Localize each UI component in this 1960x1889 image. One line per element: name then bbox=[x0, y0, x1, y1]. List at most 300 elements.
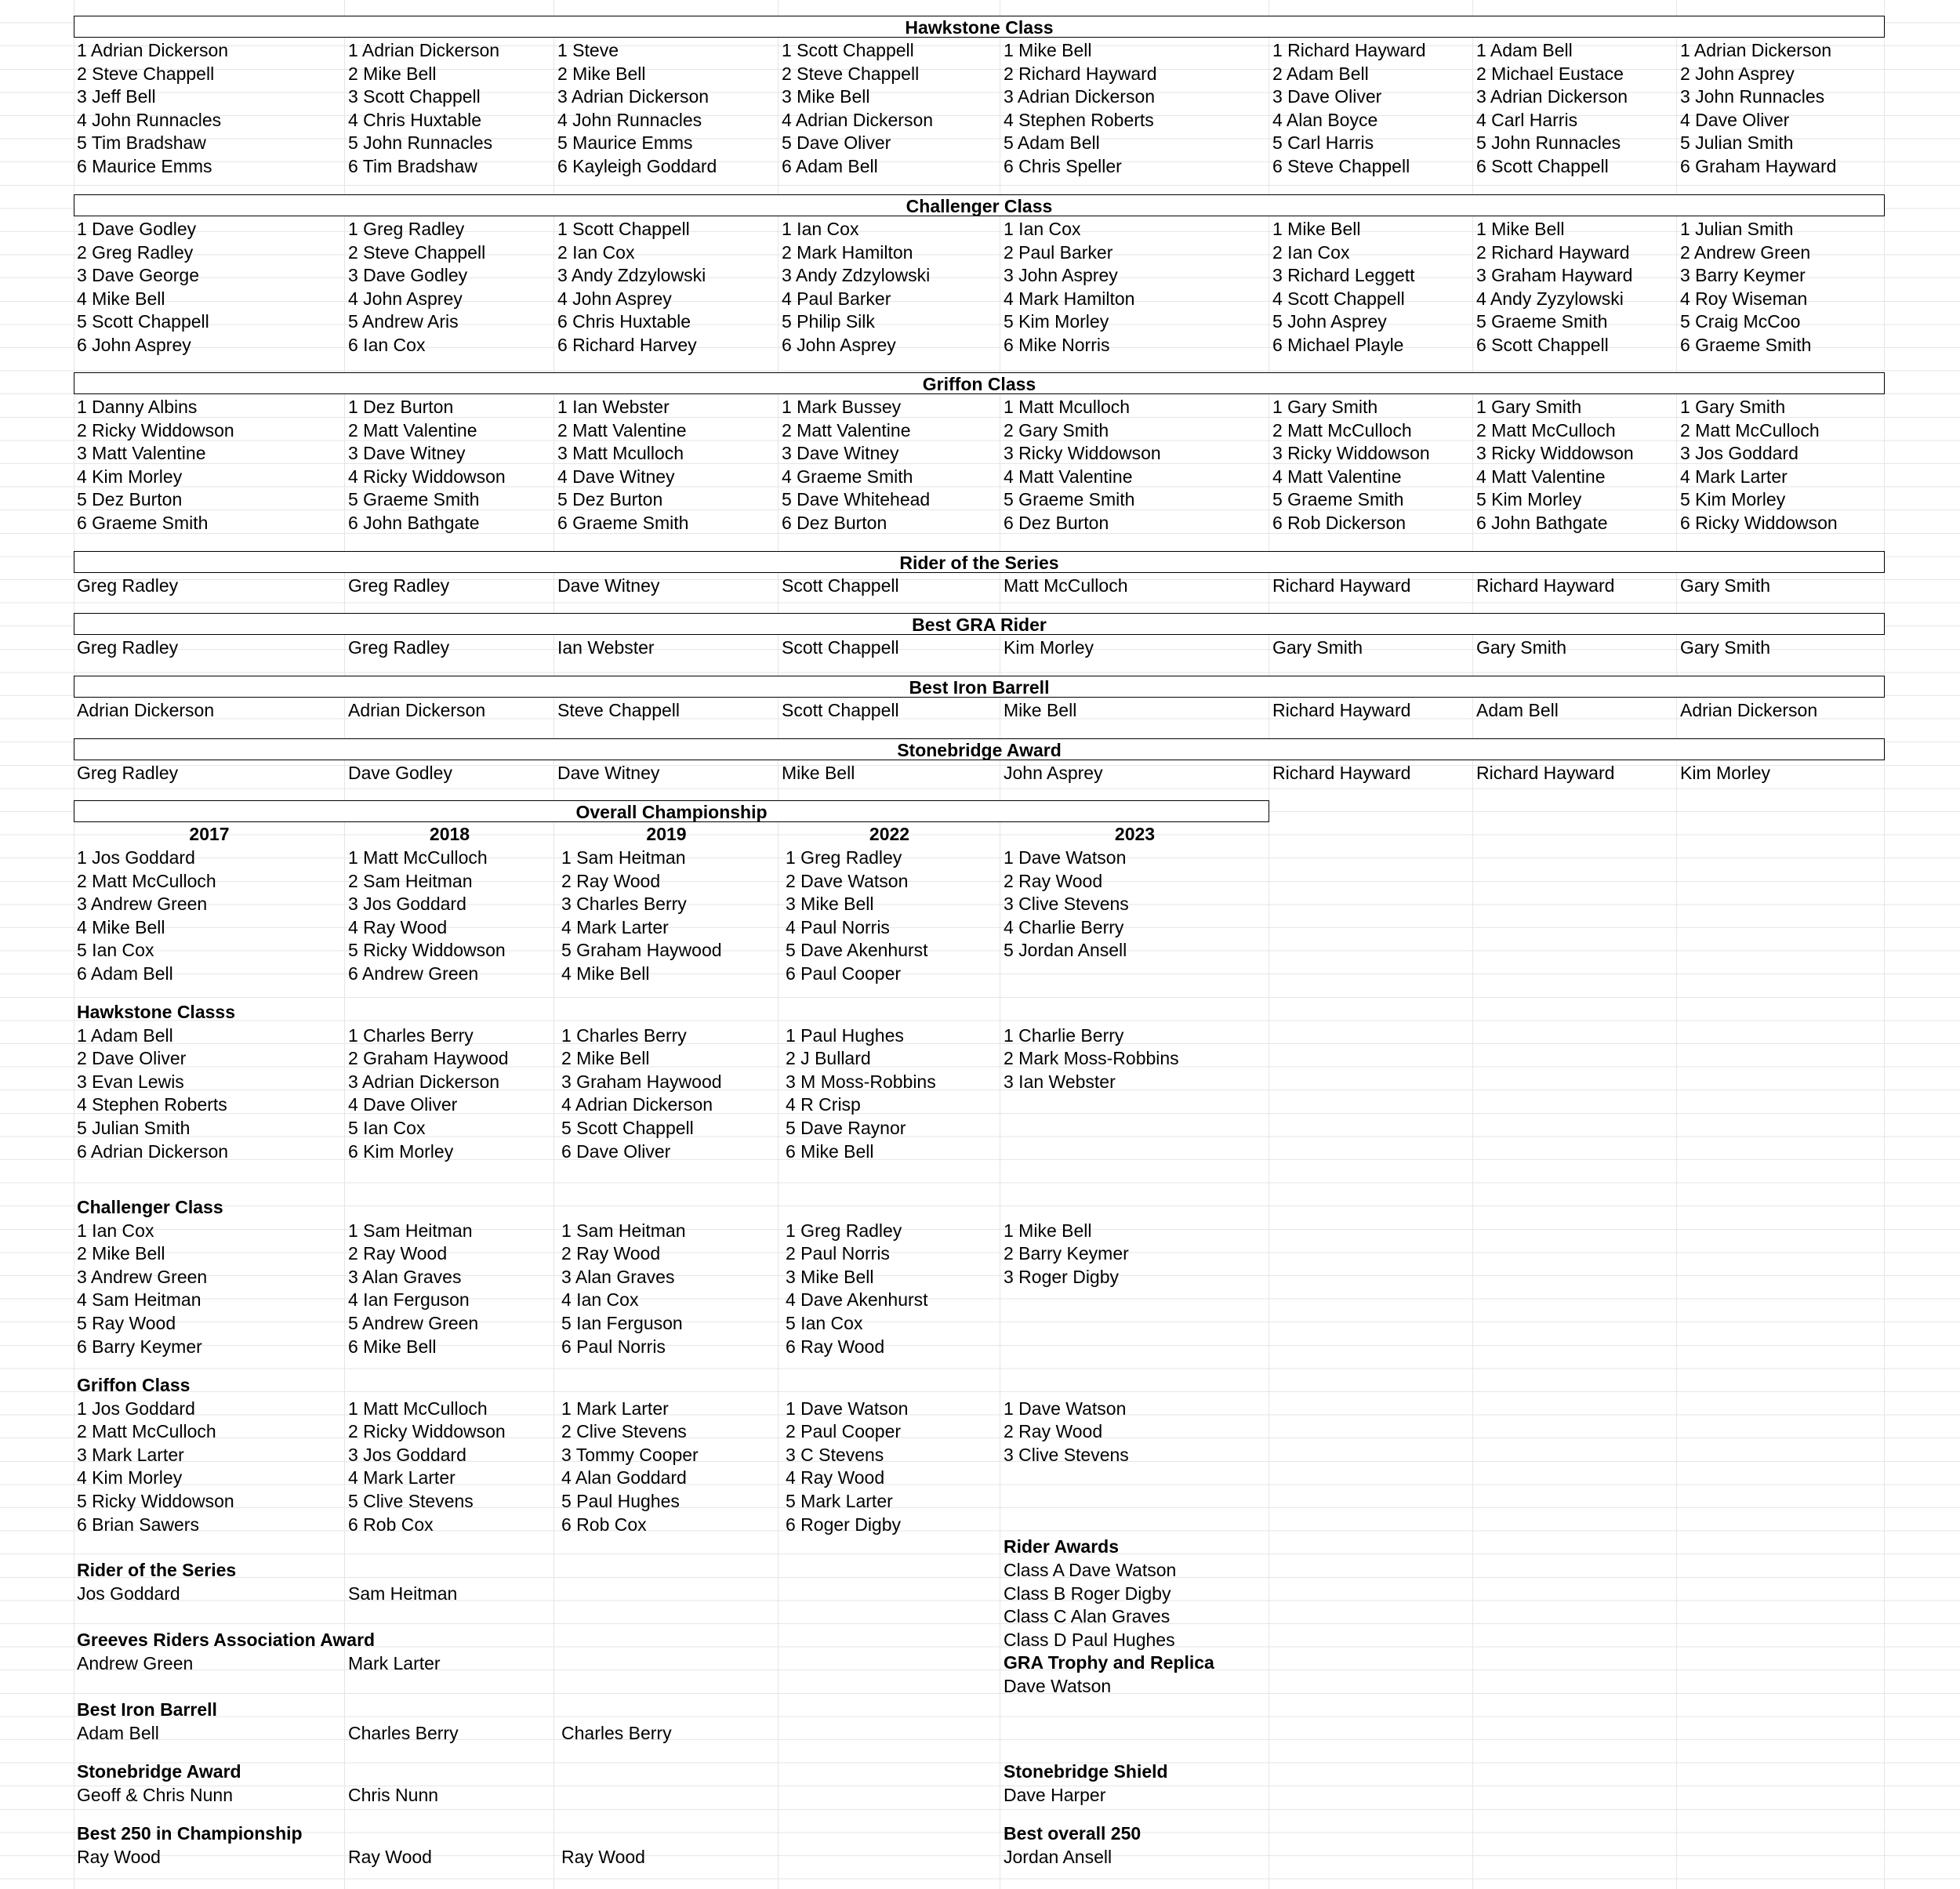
class-result-cell[interactable]: 3 Alan Graves bbox=[348, 1266, 462, 1287]
result-cell[interactable]: 1 Matt Mculloch bbox=[1004, 397, 1131, 417]
result-cell[interactable]: 3 Dave Witney bbox=[348, 443, 466, 464]
result-cell[interactable]: 6 Adam Bell bbox=[782, 156, 878, 176]
result-cell[interactable]: 6 Ricky Widdowson bbox=[1680, 513, 1838, 533]
result-cell[interactable]: 5 John Asprey bbox=[1272, 311, 1387, 332]
result-cell[interactable]: 3 Ricky Widdowson bbox=[1476, 443, 1634, 464]
standing-cell[interactable]: 4 Ray Wood bbox=[348, 916, 448, 937]
result-cell[interactable]: 1 Dave Godley bbox=[77, 219, 197, 239]
standing-cell[interactable]: 4 Mike Bell bbox=[77, 916, 165, 937]
standing-cell[interactable]: 4 Charlie Berry bbox=[1004, 916, 1124, 937]
class-result-cell[interactable]: 1 Charlie Berry bbox=[1004, 1024, 1124, 1046]
class-result-cell[interactable]: 4 Sam Heitman bbox=[77, 1289, 201, 1311]
award-cell[interactable]: Richard Hayward bbox=[1272, 700, 1411, 720]
class-result-cell[interactable]: 1 Mark Larter bbox=[561, 1398, 669, 1419]
award-cell[interactable]: Gary Smith bbox=[1272, 637, 1363, 658]
class-result-cell[interactable]: 3 Mike Bell bbox=[786, 1266, 874, 1287]
award-cell[interactable]: Dave Witney bbox=[557, 763, 660, 783]
result-cell[interactable]: 4 Graeme Smith bbox=[782, 466, 913, 487]
award-value[interactable]: Jos Goddard bbox=[77, 1583, 180, 1604]
rider-award-line[interactable]: Class D Paul Hughes bbox=[1004, 1629, 1175, 1650]
class-result-cell[interactable]: 6 Brian Sawers bbox=[77, 1514, 199, 1535]
class-result-cell[interactable]: 2 Mike Bell bbox=[77, 1243, 165, 1264]
standing-cell[interactable]: 1 Sam Heitman bbox=[561, 847, 686, 868]
award-value[interactable]: Adam Bell bbox=[77, 1722, 159, 1743]
award-cell[interactable]: Adrian Dickerson bbox=[348, 700, 486, 720]
result-cell[interactable]: 2 Adam Bell bbox=[1272, 63, 1369, 84]
class-result-cell[interactable]: 3 Roger Digby bbox=[1004, 1266, 1120, 1287]
standing-cell[interactable]: 4 Mike Bell bbox=[561, 963, 650, 984]
class-result-cell[interactable]: 1 Sam Heitman bbox=[348, 1220, 473, 1241]
result-cell[interactable]: 3 Dave Godley bbox=[348, 265, 468, 286]
result-cell[interactable]: 1 Mark Bussey bbox=[782, 397, 902, 417]
result-cell[interactable]: 2 Ricky Widdowson bbox=[77, 419, 234, 441]
award-title[interactable]: Best Iron Barrell bbox=[77, 1699, 217, 1720]
class-result-cell[interactable]: 3 Andrew Green bbox=[77, 1266, 208, 1287]
class-result-cell[interactable]: 5 Ian Cox bbox=[348, 1118, 426, 1138]
result-cell[interactable]: 3 Andy Zdzylowski bbox=[782, 265, 931, 286]
result-cell[interactable]: 6 Dez Burton bbox=[782, 513, 887, 533]
result-cell[interactable]: 2 Matt Valentine bbox=[782, 419, 911, 441]
class-result-cell[interactable] bbox=[1000, 1336, 1004, 1359]
stonebridge-shield-value[interactable]: Dave Harper bbox=[1004, 1785, 1106, 1805]
standing-cell[interactable]: 4 Paul Norris bbox=[786, 916, 890, 937]
class-result-cell[interactable]: 1 Charles Berry bbox=[561, 1024, 687, 1046]
class-result-cell[interactable]: 4 Adrian Dickerson bbox=[561, 1094, 713, 1115]
standing-cell[interactable]: 6 Paul Cooper bbox=[786, 963, 902, 984]
class-result-cell[interactable]: 3 Adrian Dickerson bbox=[348, 1071, 500, 1092]
award-cell[interactable]: Greg Radley bbox=[348, 575, 450, 596]
result-cell[interactable]: 1 Ian Webster bbox=[557, 397, 670, 417]
result-cell[interactable]: 1 Mike Bell bbox=[1272, 219, 1361, 239]
result-cell[interactable]: 4 Ricky Widdowson bbox=[348, 466, 506, 487]
result-cell[interactable]: 1 Gary Smith bbox=[1272, 397, 1378, 417]
result-cell[interactable]: 3 Scott Chappell bbox=[348, 86, 481, 107]
class-result-cell[interactable]: 3 C Stevens bbox=[786, 1444, 884, 1465]
award-cell[interactable]: Adrian Dickerson bbox=[1680, 700, 1818, 720]
result-cell[interactable]: 1 Greg Radley bbox=[348, 219, 465, 239]
stonebridge-shield-title[interactable]: Stonebridge Shield bbox=[1004, 1761, 1168, 1782]
result-cell[interactable]: 4 Chris Huxtable bbox=[348, 109, 482, 130]
result-cell[interactable]: 6 Graham Hayward bbox=[1680, 156, 1837, 176]
result-cell[interactable]: 6 Graeme Smith bbox=[1680, 335, 1812, 355]
award-cell[interactable]: Dave Godley bbox=[348, 763, 452, 783]
result-cell[interactable]: 4 Mark Hamilton bbox=[1004, 288, 1135, 309]
result-cell[interactable]: 6 Ian Cox bbox=[348, 335, 426, 355]
result-cell[interactable]: 4 John Runnacles bbox=[557, 109, 702, 130]
result-cell[interactable]: 1 Mike Bell bbox=[1476, 219, 1565, 239]
award-cell[interactable]: Gary Smith bbox=[1476, 637, 1567, 658]
result-cell[interactable]: 2 Matt Valentine bbox=[348, 419, 477, 441]
result-cell[interactable]: 1 Adrian Dickerson bbox=[348, 40, 500, 60]
result-cell[interactable]: 1 Adrian Dickerson bbox=[77, 40, 229, 60]
class-result-cell[interactable]: 4 Alan Goddard bbox=[561, 1467, 687, 1488]
result-cell[interactable]: 6 Chris Speller bbox=[1004, 156, 1122, 176]
result-cell[interactable]: 6 John Bathgate bbox=[1476, 513, 1608, 533]
class-result-cell[interactable]: 5 Ray Wood bbox=[77, 1313, 176, 1333]
result-cell[interactable]: 1 Richard Hayward bbox=[1272, 40, 1426, 60]
award-value[interactable]: Mark Larter bbox=[348, 1652, 441, 1673]
award-cell[interactable]: Greg Radley bbox=[77, 575, 179, 596]
class-result-cell[interactable]: 5 Ian Cox bbox=[786, 1313, 863, 1333]
award-value[interactable]: Ray Wood bbox=[77, 1846, 161, 1867]
award-cell[interactable]: Greg Radley bbox=[77, 637, 179, 658]
class-result-cell[interactable]: 5 Ian Ferguson bbox=[561, 1313, 683, 1333]
result-cell[interactable]: 1 Steve bbox=[557, 40, 619, 60]
result-cell[interactable]: 2 Steve Chappell bbox=[348, 241, 486, 263]
award-value[interactable]: Charles Berry bbox=[561, 1722, 672, 1743]
result-cell[interactable]: 6 Kayleigh Goddard bbox=[557, 156, 717, 176]
result-cell[interactable]: 1 Adrian Dickerson bbox=[1680, 40, 1832, 60]
result-cell[interactable]: 2 Matt McCulloch bbox=[1272, 419, 1412, 441]
result-cell[interactable]: 5 Scott Chappell bbox=[77, 311, 209, 332]
award-title[interactable]: Greeves Riders Association Award bbox=[77, 1630, 376, 1650]
result-cell[interactable]: 1 Ian Cox bbox=[782, 219, 859, 239]
class-result-cell[interactable]: 5 Julian Smith bbox=[77, 1118, 191, 1138]
standing-cell[interactable]: 1 Dave Watson bbox=[1004, 847, 1127, 868]
result-cell[interactable]: 2 Andrew Green bbox=[1680, 241, 1811, 263]
award-value[interactable]: Ray Wood bbox=[348, 1846, 432, 1867]
standing-cell[interactable]: 2 Sam Heitman bbox=[348, 870, 473, 891]
class-result-cell[interactable]: 3 Mark Larter bbox=[77, 1444, 184, 1465]
class-result-cell[interactable]: 6 Ray Wood bbox=[786, 1336, 885, 1357]
class-result-cell[interactable] bbox=[1000, 1140, 1004, 1164]
class-result-cell[interactable]: 2 Mike Bell bbox=[561, 1048, 650, 1069]
standing-cell[interactable]: 1 Matt McCulloch bbox=[348, 847, 488, 868]
class-result-cell[interactable]: 3 Ian Webster bbox=[1004, 1071, 1116, 1092]
standing-cell[interactable]: 5 Ricky Widdowson bbox=[348, 940, 506, 961]
class-result-cell[interactable] bbox=[1000, 1312, 1004, 1336]
class-result-cell[interactable]: 2 Dave Oliver bbox=[77, 1048, 187, 1069]
class-result-cell[interactable]: 2 J Bullard bbox=[786, 1048, 871, 1069]
award-cell[interactable]: Kim Morley bbox=[1004, 637, 1094, 658]
class-result-cell[interactable]: 6 Paul Norris bbox=[561, 1336, 666, 1357]
award-cell[interactable]: Richard Hayward bbox=[1476, 575, 1615, 596]
gra-trophy-title[interactable]: GRA Trophy and Replica bbox=[1004, 1652, 1214, 1673]
result-cell[interactable]: 1 Dez Burton bbox=[348, 397, 454, 417]
award-cell[interactable]: Richard Hayward bbox=[1272, 575, 1411, 596]
class-title[interactable]: Challenger Class bbox=[77, 1197, 223, 1217]
result-cell[interactable]: 3 Richard Leggett bbox=[1272, 265, 1415, 286]
class-result-cell[interactable]: 4 Dave Akenhurst bbox=[786, 1289, 928, 1311]
result-cell[interactable]: 5 Graeme Smith bbox=[1004, 489, 1135, 510]
standing-cell[interactable]: 3 Mike Bell bbox=[786, 894, 874, 915]
result-cell[interactable]: 6 Steve Chappell bbox=[1272, 156, 1410, 176]
award-value[interactable]: Sam Heitman bbox=[348, 1583, 458, 1604]
result-cell[interactable]: 4 Carl Harris bbox=[1476, 109, 1578, 130]
result-cell[interactable]: 6 Graeme Smith bbox=[557, 513, 689, 533]
result-cell[interactable]: 3 Dave George bbox=[77, 265, 199, 286]
class-result-cell[interactable]: 2 Graham Haywood bbox=[348, 1048, 509, 1069]
class-result-cell[interactable]: 4 Dave Oliver bbox=[348, 1094, 458, 1115]
result-cell[interactable]: 1 Danny Albins bbox=[77, 397, 198, 417]
class-result-cell[interactable]: 2 Paul Cooper bbox=[786, 1421, 902, 1442]
class-result-cell[interactable]: 1 Ian Cox bbox=[77, 1220, 154, 1241]
class-result-cell[interactable]: 5 Andrew Green bbox=[348, 1313, 479, 1333]
class-result-cell[interactable]: 6 Roger Digby bbox=[786, 1514, 902, 1535]
standing-cell[interactable]: 3 Clive Stevens bbox=[1004, 894, 1129, 915]
result-cell[interactable]: 2 Gary Smith bbox=[1004, 419, 1109, 441]
result-cell[interactable]: 5 John Runnacles bbox=[1476, 132, 1621, 154]
award-cell[interactable]: Steve Chappell bbox=[557, 700, 680, 720]
class-result-cell[interactable] bbox=[1000, 1490, 1004, 1514]
class-title[interactable]: Griffon Class bbox=[77, 1375, 191, 1395]
class-result-cell[interactable]: 6 Adrian Dickerson bbox=[77, 1140, 229, 1162]
award-cell[interactable]: Gary Smith bbox=[1680, 575, 1771, 596]
class-result-cell[interactable]: 2 Matt McCulloch bbox=[77, 1421, 216, 1442]
result-cell[interactable]: 5 Julian Smith bbox=[1680, 132, 1794, 154]
result-cell[interactable]: 3 Graham Hayward bbox=[1476, 265, 1633, 286]
award-cell[interactable]: Scott Chappell bbox=[782, 700, 899, 720]
award-title[interactable]: Rider of the Series bbox=[77, 1560, 237, 1580]
class-result-cell[interactable]: 4 Mark Larter bbox=[348, 1467, 456, 1488]
result-cell[interactable]: 3 Ricky Widdowson bbox=[1272, 443, 1430, 464]
best-overall-250-value[interactable]: Jordan Ansell bbox=[1004, 1847, 1112, 1867]
result-cell[interactable]: 1 Scott Chappell bbox=[557, 219, 690, 239]
result-cell[interactable]: 5 Dez Burton bbox=[77, 489, 183, 510]
result-cell[interactable]: 2 Steve Chappell bbox=[782, 63, 920, 84]
class-result-cell[interactable]: 2 Ray Wood bbox=[561, 1243, 661, 1264]
award-cell[interactable]: Dave Witney bbox=[557, 575, 660, 596]
result-cell[interactable]: 6 Mike Norris bbox=[1004, 335, 1110, 355]
result-cell[interactable]: 3 Adrian Dickerson bbox=[1004, 86, 1156, 107]
class-result-cell[interactable]: 3 Evan Lewis bbox=[77, 1071, 184, 1092]
result-cell[interactable]: 2 Richard Hayward bbox=[1004, 63, 1157, 84]
standing-cell[interactable]: 6 Adam Bell bbox=[77, 963, 173, 984]
standing-cell[interactable]: 5 Ian Cox bbox=[77, 940, 154, 961]
result-cell[interactable]: 2 Ian Cox bbox=[557, 241, 635, 263]
class-result-cell[interactable]: 3 Clive Stevens bbox=[1004, 1444, 1129, 1465]
class-result-cell[interactable]: 2 Ray Wood bbox=[1004, 1421, 1103, 1442]
standing-cell[interactable]: 5 Dave Akenhurst bbox=[786, 940, 928, 961]
result-cell[interactable]: 2 Richard Hayward bbox=[1476, 241, 1630, 263]
award-cell[interactable]: Scott Chappell bbox=[782, 575, 899, 596]
class-result-cell[interactable] bbox=[1000, 1467, 1004, 1490]
class-result-cell[interactable]: 6 Barry Keymer bbox=[77, 1336, 202, 1357]
result-cell[interactable]: 1 Julian Smith bbox=[1680, 219, 1794, 239]
class-result-cell[interactable]: 3 Tommy Cooper bbox=[561, 1444, 699, 1465]
result-cell[interactable]: 2 John Asprey bbox=[1680, 63, 1795, 84]
class-result-cell[interactable]: 1 Mike Bell bbox=[1004, 1220, 1092, 1241]
result-cell[interactable]: 3 Ricky Widdowson bbox=[1004, 443, 1161, 464]
result-cell[interactable]: 5 Graeme Smith bbox=[1476, 311, 1608, 332]
class-result-cell[interactable]: 3 M Moss-Robbins bbox=[786, 1071, 936, 1092]
class-result-cell[interactable]: 3 Jos Goddard bbox=[348, 1444, 466, 1465]
result-cell[interactable]: 5 Carl Harris bbox=[1272, 132, 1374, 154]
result-cell[interactable]: 5 Adam Bell bbox=[1004, 132, 1100, 154]
award-value[interactable]: Ray Wood bbox=[561, 1846, 645, 1867]
class-result-cell[interactable]: 3 Alan Graves bbox=[561, 1266, 675, 1287]
result-cell[interactable]: 4 Dave Oliver bbox=[1680, 109, 1790, 130]
result-cell[interactable]: 2 Mike Bell bbox=[557, 63, 646, 84]
award-cell[interactable]: Mike Bell bbox=[782, 763, 855, 783]
result-cell[interactable]: 5 Dez Burton bbox=[557, 489, 663, 510]
award-cell[interactable]: Richard Hayward bbox=[1476, 763, 1615, 783]
class-result-cell[interactable]: 6 Mike Bell bbox=[348, 1336, 437, 1357]
result-cell[interactable]: 2 Matt McCulloch bbox=[1476, 419, 1616, 441]
result-cell[interactable]: 2 Matt Valentine bbox=[557, 419, 687, 441]
award-title[interactable]: Stonebridge Award bbox=[77, 1761, 241, 1782]
class-result-cell[interactable]: 1 Adam Bell bbox=[77, 1024, 173, 1046]
result-cell[interactable]: 1 Mike Bell bbox=[1004, 40, 1092, 60]
result-cell[interactable]: 3 Barry Keymer bbox=[1680, 265, 1806, 286]
result-cell[interactable]: 5 Andrew Aris bbox=[348, 311, 459, 332]
result-cell[interactable]: 5 Graeme Smith bbox=[1272, 489, 1404, 510]
result-cell[interactable]: 6 Scott Chappell bbox=[1476, 156, 1609, 176]
standing-cell[interactable]: 2 Dave Watson bbox=[786, 870, 909, 891]
result-cell[interactable]: 3 Matt Valentine bbox=[77, 443, 206, 464]
result-cell[interactable]: 4 Matt Valentine bbox=[1004, 466, 1133, 487]
result-cell[interactable]: 4 Dave Witney bbox=[557, 466, 675, 487]
class-result-cell[interactable]: 1 Charles Berry bbox=[348, 1024, 474, 1046]
class-result-cell[interactable] bbox=[1000, 1289, 1004, 1312]
class-result-cell[interactable]: 1 Greg Radley bbox=[786, 1220, 902, 1241]
result-cell[interactable]: 4 Kim Morley bbox=[77, 466, 183, 487]
class-result-cell[interactable]: 4 R Crisp bbox=[786, 1094, 861, 1115]
standing-cell[interactable]: 5 Graham Haywood bbox=[561, 940, 722, 961]
result-cell[interactable]: 4 Scott Chappell bbox=[1272, 288, 1405, 309]
class-result-cell[interactable]: 5 Scott Chappell bbox=[561, 1118, 694, 1138]
result-cell[interactable]: 4 Mike Bell bbox=[77, 288, 165, 309]
result-cell[interactable]: 5 Dave Whitehead bbox=[782, 489, 931, 510]
class-result-cell[interactable]: 2 Clive Stevens bbox=[561, 1421, 687, 1442]
class-result-cell[interactable]: 4 Ray Wood bbox=[786, 1467, 885, 1488]
award-cell[interactable]: Matt McCulloch bbox=[1004, 575, 1128, 596]
award-cell[interactable]: John Asprey bbox=[1004, 763, 1103, 783]
class-result-cell[interactable]: 2 Ricky Widdowson bbox=[348, 1421, 506, 1442]
result-cell[interactable]: 3 Mike Bell bbox=[782, 86, 870, 107]
result-cell[interactable]: 4 Stephen Roberts bbox=[1004, 109, 1154, 130]
result-cell[interactable]: 1 Gary Smith bbox=[1476, 397, 1582, 417]
standing-cell[interactable]: 3 Andrew Green bbox=[77, 894, 208, 915]
result-cell[interactable]: 4 Mark Larter bbox=[1680, 466, 1788, 487]
result-cell[interactable]: 5 Dave Oliver bbox=[782, 132, 891, 154]
result-cell[interactable]: 6 Michael Playle bbox=[1272, 335, 1404, 355]
result-cell[interactable]: 5 Craig McCoo bbox=[1680, 311, 1801, 332]
result-cell[interactable]: 3 Andy Zdzylowski bbox=[557, 265, 706, 286]
award-cell[interactable]: Mike Bell bbox=[1004, 700, 1077, 720]
result-cell[interactable]: 2 Steve Chappell bbox=[77, 63, 215, 84]
result-cell[interactable]: 3 Adrian Dickerson bbox=[1476, 86, 1628, 107]
class-result-cell[interactable]: 2 Mark Moss-Robbins bbox=[1004, 1048, 1179, 1069]
result-cell[interactable]: 6 Dez Burton bbox=[1004, 513, 1109, 533]
class-result-cell[interactable] bbox=[1000, 1093, 1004, 1117]
result-cell[interactable]: 6 John Bathgate bbox=[348, 513, 480, 533]
standing-cell[interactable]: 2 Matt McCulloch bbox=[77, 870, 216, 891]
class-result-cell[interactable]: 5 Paul Hughes bbox=[561, 1491, 680, 1511]
award-cell[interactable]: Ian Webster bbox=[557, 637, 655, 658]
result-cell[interactable]: 4 Adrian Dickerson bbox=[782, 109, 934, 130]
result-cell[interactable]: 4 John Asprey bbox=[557, 288, 672, 309]
result-cell[interactable]: 2 Mike Bell bbox=[348, 63, 437, 84]
result-cell[interactable]: 1 Adam Bell bbox=[1476, 40, 1573, 60]
result-cell[interactable]: 1 Gary Smith bbox=[1680, 397, 1786, 417]
best-overall-250-title[interactable]: Best overall 250 bbox=[1004, 1823, 1142, 1844]
award-cell[interactable]: Scott Chappell bbox=[782, 637, 899, 658]
class-result-cell[interactable]: 5 Dave Raynor bbox=[786, 1118, 906, 1138]
standing-cell[interactable]: 3 Jos Goddard bbox=[348, 894, 466, 915]
class-title[interactable]: Hawkstone Classs bbox=[77, 1002, 235, 1022]
class-result-cell[interactable]: 1 Sam Heitman bbox=[561, 1220, 686, 1241]
class-result-cell[interactable]: 2 Ray Wood bbox=[348, 1243, 448, 1264]
award-cell[interactable]: Richard Hayward bbox=[1272, 763, 1411, 783]
result-cell[interactable]: 5 Philip Silk bbox=[782, 311, 875, 332]
result-cell[interactable]: 2 Greg Radley bbox=[77, 241, 194, 263]
standing-cell[interactable] bbox=[1000, 963, 1004, 986]
result-cell[interactable]: 4 Matt Valentine bbox=[1272, 466, 1402, 487]
result-cell[interactable]: 4 Alan Boyce bbox=[1272, 109, 1378, 130]
result-cell[interactable]: 6 Richard Harvey bbox=[557, 335, 697, 355]
result-cell[interactable]: 4 Paul Barker bbox=[782, 288, 891, 309]
class-result-cell[interactable] bbox=[1000, 1117, 1004, 1140]
result-cell[interactable]: 4 Roy Wiseman bbox=[1680, 288, 1808, 309]
award-cell[interactable]: Adam Bell bbox=[1476, 700, 1559, 720]
class-result-cell[interactable]: 4 Ian Cox bbox=[561, 1289, 639, 1311]
class-result-cell[interactable]: 4 Kim Morley bbox=[77, 1467, 183, 1488]
result-cell[interactable]: 6 Rob Dickerson bbox=[1272, 513, 1406, 533]
award-value[interactable]: Chris Nunn bbox=[348, 1784, 439, 1805]
award-cell[interactable]: Gary Smith bbox=[1680, 637, 1771, 658]
class-result-cell[interactable]: 6 Rob Cox bbox=[348, 1514, 434, 1535]
standing-cell[interactable]: 6 Andrew Green bbox=[348, 963, 479, 984]
result-cell[interactable]: 4 Andy Zyzylowski bbox=[1476, 288, 1624, 309]
result-cell[interactable]: 1 Ian Cox bbox=[1004, 219, 1081, 239]
result-cell[interactable]: 6 Tim Bradshaw bbox=[348, 156, 477, 176]
result-cell[interactable]: 6 John Asprey bbox=[77, 335, 191, 355]
result-cell[interactable]: 3 Jos Goddard bbox=[1680, 443, 1798, 464]
class-result-cell[interactable]: 3 Graham Haywood bbox=[561, 1071, 722, 1092]
standing-cell[interactable]: 1 Jos Goddard bbox=[77, 847, 195, 868]
result-cell[interactable]: 2 Mark Hamilton bbox=[782, 241, 913, 263]
class-result-cell[interactable]: 6 Kim Morley bbox=[348, 1140, 454, 1162]
result-cell[interactable]: 3 John Asprey bbox=[1004, 265, 1118, 286]
result-cell[interactable]: 4 Matt Valentine bbox=[1476, 466, 1606, 487]
class-result-cell[interactable]: 1 Dave Watson bbox=[1004, 1398, 1127, 1419]
rider-award-line[interactable]: Class C Alan Graves bbox=[1004, 1606, 1171, 1627]
result-cell[interactable]: 3 Jeff Bell bbox=[77, 86, 156, 107]
result-cell[interactable]: 4 John Runnacles bbox=[77, 109, 222, 130]
result-cell[interactable]: 2 Ian Cox bbox=[1272, 241, 1350, 263]
result-cell[interactable]: 2 Paul Barker bbox=[1004, 241, 1113, 263]
class-result-cell[interactable]: 1 Matt McCulloch bbox=[348, 1398, 488, 1419]
rider-awards-title[interactable]: Rider Awards bbox=[1004, 1536, 1119, 1557]
class-result-cell[interactable]: 4 Stephen Roberts bbox=[77, 1094, 227, 1115]
result-cell[interactable]: 6 Graeme Smith bbox=[77, 513, 209, 533]
standing-cell[interactable]: 1 Greg Radley bbox=[786, 847, 902, 868]
result-cell[interactable]: 5 Kim Morley bbox=[1476, 489, 1582, 510]
class-result-cell[interactable]: 4 Ian Ferguson bbox=[348, 1289, 470, 1311]
class-result-cell[interactable]: 5 Ricky Widdowson bbox=[77, 1491, 234, 1511]
award-title[interactable]: Best 250 in Championship bbox=[77, 1823, 303, 1844]
rider-award-line[interactable]: Class B Roger Digby bbox=[1004, 1583, 1171, 1604]
class-result-cell[interactable]: 6 Dave Oliver bbox=[561, 1140, 671, 1162]
class-result-cell[interactable]: 2 Paul Norris bbox=[786, 1243, 890, 1264]
class-result-cell[interactable]: 5 Clive Stevens bbox=[348, 1491, 474, 1511]
standing-cell[interactable]: 3 Charles Berry bbox=[561, 894, 687, 915]
award-value[interactable]: Andrew Green bbox=[77, 1652, 194, 1673]
result-cell[interactable]: 5 Maurice Emms bbox=[557, 132, 693, 154]
result-cell[interactable]: 5 Kim Morley bbox=[1004, 311, 1109, 332]
standing-cell[interactable]: 2 Ray Wood bbox=[561, 870, 661, 891]
award-value[interactable]: Geoff & Chris Nunn bbox=[77, 1784, 234, 1805]
result-cell[interactable]: 5 Tim Bradshaw bbox=[77, 132, 206, 154]
class-result-cell[interactable]: 5 Mark Larter bbox=[786, 1491, 893, 1511]
result-cell[interactable]: 3 Adrian Dickerson bbox=[557, 86, 710, 107]
class-result-cell[interactable]: 6 Rob Cox bbox=[561, 1514, 647, 1535]
award-cell[interactable]: Greg Radley bbox=[77, 763, 179, 783]
result-cell[interactable]: 6 Maurice Emms bbox=[77, 156, 212, 176]
award-cell[interactable]: Greg Radley bbox=[348, 637, 450, 658]
gra-trophy-value[interactable]: Dave Watson bbox=[1004, 1676, 1112, 1696]
